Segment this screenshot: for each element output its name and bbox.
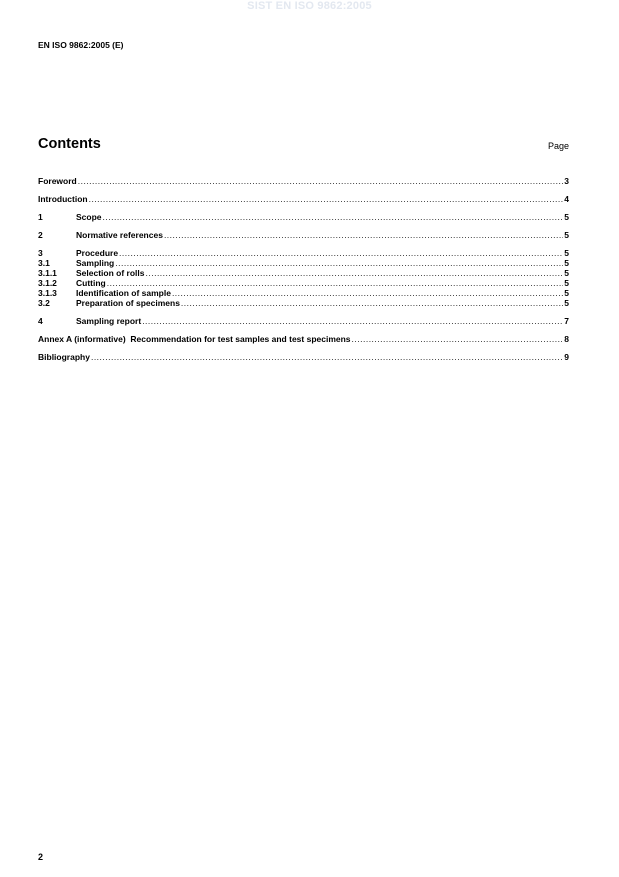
toc-entry-title: Sampling report — [76, 316, 142, 326]
toc-leader — [106, 278, 564, 288]
toc-leader — [180, 298, 563, 308]
toc-entry-procedure[interactable] — [38, 248, 569, 258]
toc-entry-annex-a[interactable] — [38, 334, 569, 344]
toc-entry-title: Scope — [76, 212, 102, 222]
toc-entry-page: 5 — [564, 288, 569, 298]
toc-leader — [163, 230, 563, 240]
toc-entry-foreword[interactable] — [38, 176, 569, 186]
toc-entry-normative-references[interactable] — [38, 230, 569, 240]
toc-entry-preparation-of-specimens[interactable] — [38, 298, 569, 308]
toc-entry-title: Procedure — [76, 248, 119, 258]
toc-entry-title: Selection of rolls — [76, 268, 145, 278]
toc-entry-cutting[interactable] — [38, 278, 569, 288]
toc-leader — [114, 258, 563, 268]
toc-leader — [141, 316, 563, 326]
toc-entry-title: Foreword — [38, 176, 77, 186]
toc-entry-selection-of-rolls[interactable] — [38, 268, 569, 278]
toc-entry-page: 5 — [564, 248, 569, 258]
toc-entry-page: 5 — [564, 298, 569, 308]
toc-entry-page: 5 — [564, 278, 569, 288]
toc-entry-page: 5 — [564, 230, 569, 240]
toc-leader — [77, 176, 564, 186]
toc-entry-page: 3 — [564, 176, 569, 186]
toc-entry-page: 5 — [564, 268, 569, 278]
toc-entry-title: Bibliography — [38, 352, 90, 362]
toc-entry-title: Cutting — [76, 278, 106, 288]
toc-leader — [351, 334, 564, 344]
table-of-contents — [38, 176, 569, 362]
toc-leader — [88, 194, 564, 204]
toc-entry-page: 9 — [564, 352, 569, 362]
toc-leader — [171, 288, 563, 298]
toc-entry-sampling-report[interactable] — [38, 316, 569, 326]
contents-title: Contents — [38, 136, 101, 152]
toc-entry-number: 3 — [38, 248, 43, 258]
toc-leader — [145, 268, 564, 278]
toc-entry-page: 8 — [564, 334, 569, 344]
toc-leader — [102, 212, 564, 222]
toc-entry-sampling[interactable] — [38, 258, 569, 268]
toc-entry-page: 5 — [564, 212, 569, 222]
toc-entry-introduction[interactable] — [38, 194, 569, 204]
toc-entry-title: Sampling — [76, 258, 115, 268]
toc-entry-number: 4 — [38, 316, 43, 326]
toc-leader — [118, 248, 563, 258]
toc-entry-number: 3.1 — [38, 258, 50, 268]
toc-entry-number: 3.1.2 — [38, 278, 57, 288]
toc-entry-number: 3.2 — [38, 298, 50, 308]
document-id: EN ISO 9862:2005 (E) — [38, 40, 124, 50]
watermark: SIST EN ISO 9862:2005 — [247, 0, 372, 12]
toc-leader — [90, 352, 563, 362]
toc-entry-number: 3.1.3 — [38, 288, 57, 298]
toc-entry-scope[interactable] — [38, 212, 569, 222]
toc-entry-title: Introduction — [38, 194, 88, 204]
toc-entry-number: 2 — [38, 230, 43, 240]
toc-entry-title: Preparation of specimens — [76, 298, 180, 308]
toc-entry-title: Annex A (informative) Recommendation for test samples and test specimens — [38, 334, 351, 344]
toc-entry-identification-of-sample[interactable] — [38, 288, 569, 298]
toc-entry-number: 1 — [38, 212, 43, 222]
toc-entry-page: 7 — [564, 316, 569, 326]
page-number: 2 — [38, 852, 44, 862]
toc-entry-title: Normative references — [76, 230, 163, 240]
toc-entry-title: Identification of sample — [76, 288, 171, 298]
toc-entry-number: 3.1.1 — [38, 268, 57, 278]
toc-entry-bibliography[interactable] — [38, 352, 569, 362]
toc-entry-page: 4 — [564, 194, 569, 204]
toc-entry-page: 5 — [564, 258, 569, 268]
page-column-label: Page — [547, 141, 569, 151]
